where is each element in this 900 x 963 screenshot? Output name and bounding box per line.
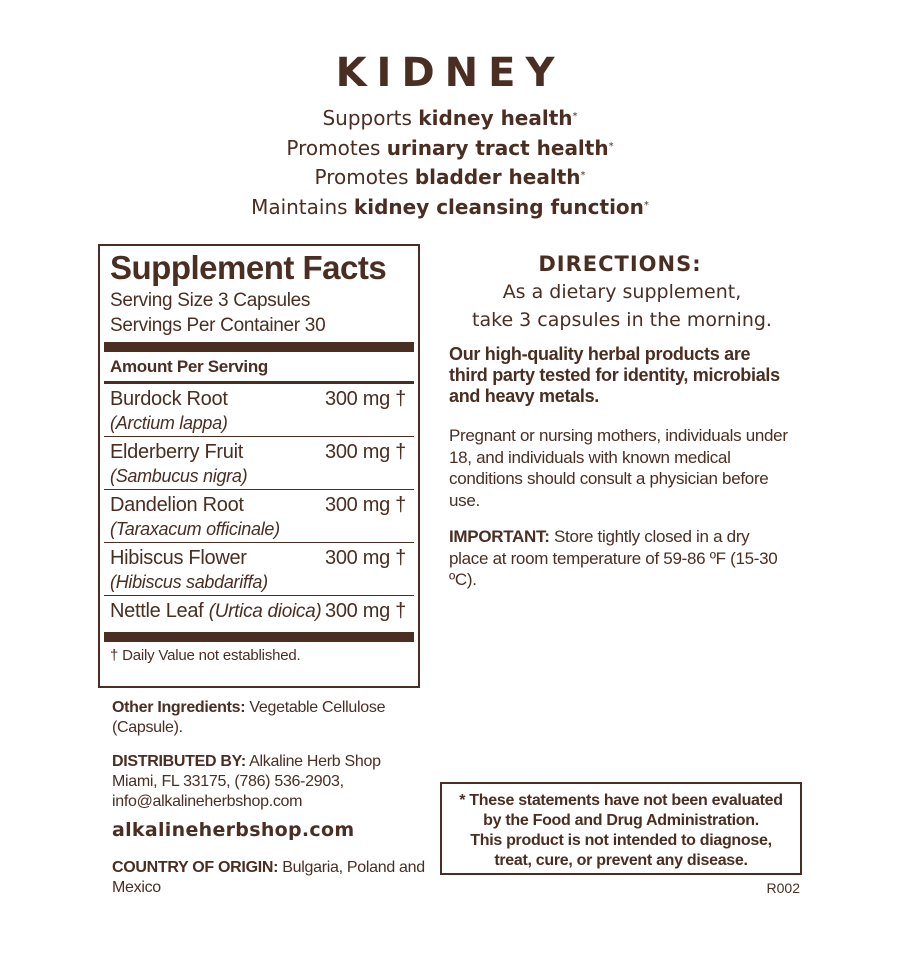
ingredient-name: Burdock Root	[110, 388, 228, 410]
benefit-text: Supports	[322, 106, 419, 130]
storage-statement	[449, 526, 789, 591]
disclaimer-line: * These statements have not been evaluated	[459, 792, 783, 809]
benefit-bold: kidney cleansing function	[353, 194, 644, 219]
important-text: Store tightly closed in a dry place at room temperature of 59-86 ºF (15-30 ºC).	[449, 527, 778, 589]
ingredient-row	[104, 437, 414, 490]
benefit-text: Promotes	[286, 135, 387, 160]
benefits-list	[0, 104, 900, 222]
benefit-line	[0, 193, 900, 223]
benefit-line	[0, 134, 900, 164]
serving-size: Serving Size 3 Capsules	[110, 290, 311, 311]
ingredient-amount: 300 mg †	[325, 388, 406, 410]
ingredient-amount: 300 mg †	[325, 494, 406, 516]
ingredient-amount: 300 mg †	[325, 441, 406, 463]
benefit-line	[0, 163, 900, 193]
asterisk-mark: *	[580, 170, 586, 181]
ingredient-latin: (Taraxacum officinale)	[110, 519, 280, 539]
origin-text: Bulgaria, Poland and Mexico	[112, 859, 425, 896]
product-info	[112, 698, 432, 912]
benefit-bold: kidney health	[418, 106, 573, 130]
benefit-line	[0, 104, 900, 134]
warning-statement: Pregnant or nursing mothers, individuals under 18, and individuals with known medical conditions should consult a physician before use.	[449, 426, 788, 510]
website-link[interactable]: alkalineherbshop.com	[112, 819, 355, 841]
origin-label: COUNTRY OF ORIGIN:	[112, 859, 279, 876]
facts-divider	[104, 342, 414, 352]
ingredient-latin: (Sambucus nigra)	[110, 466, 248, 486]
daily-value-note: † Daily Value not established.	[110, 647, 301, 664]
asterisk-mark: *	[608, 140, 614, 152]
benefit-bold: bladder health	[414, 165, 581, 189]
quality-statement: Our high-quality herbal products are third party tested for identity, microbials and heavy metals.	[449, 344, 780, 406]
asterisk-mark: *	[572, 111, 578, 122]
other-ingredients-text: Vegetable Cellulose (Capsule).	[112, 699, 386, 736]
ingredient-amount: 300 mg †	[325, 547, 406, 569]
directions-title: DIRECTIONS:	[538, 252, 702, 276]
ingredient-latin: (Hibiscus sabdariffa)	[110, 572, 268, 592]
distributor-name: Alkaline Herb Shop	[245, 753, 381, 770]
ingredient-latin: (Urtica dioica)	[208, 601, 322, 622]
disclaimer-line: This product is not intended to diagnose,	[470, 832, 772, 849]
distributor-address: Miami, FL 33175, (786) 536-2903,	[112, 773, 344, 790]
ingredient-name: Nettle Leaf	[110, 600, 209, 622]
important-label: IMPORTANT:	[449, 527, 550, 546]
ingredient-row	[104, 543, 414, 596]
directions-text	[440, 278, 804, 334]
distributor	[112, 752, 432, 812]
ingredient-name: Elderberry Fruit	[110, 441, 244, 463]
ingredient-amount: 300 mg †	[325, 600, 406, 622]
servings-per-container: Servings Per Container 30	[110, 315, 326, 336]
distributor-label: DISTRIBUTED BY:	[112, 753, 246, 770]
ingredient-name: Hibiscus Flower	[110, 547, 247, 569]
directions-line: take 3 capsules in the morning.	[472, 309, 772, 331]
disclaimer-line: treat, cure, or prevent any disease.	[494, 852, 748, 869]
ingredient-row	[104, 596, 414, 632]
product-code: R002	[766, 880, 800, 896]
other-ingredients	[112, 698, 432, 738]
facts-heading: Supplement Facts	[110, 249, 387, 286]
other-ingredients-label: Other Ingredients:	[112, 699, 246, 716]
country-of-origin	[112, 858, 432, 898]
ingredient-name: Dandelion Root	[110, 494, 244, 516]
amount-per-serving: Amount Per Serving	[104, 352, 414, 384]
benefit-text: Promotes	[314, 165, 415, 189]
benefit-bold: urinary tract health	[386, 135, 609, 160]
distributor-email: info@alkalineherbshop.com	[112, 793, 303, 810]
product-title: KIDNEY	[335, 50, 565, 96]
fda-disclaimer	[440, 782, 802, 875]
facts-divider	[104, 632, 414, 642]
benefit-text: Maintains	[251, 194, 354, 219]
disclaimer-line: by the Food and Drug Administration.	[483, 812, 759, 829]
ingredient-row	[104, 384, 414, 437]
ingredient-latin: (Arctium lappa)	[110, 413, 228, 433]
asterisk-mark: *	[643, 199, 649, 211]
ingredient-row	[104, 490, 414, 543]
directions-line: As a dietary supplement,	[502, 281, 742, 303]
supplement-facts-panel	[98, 244, 420, 688]
